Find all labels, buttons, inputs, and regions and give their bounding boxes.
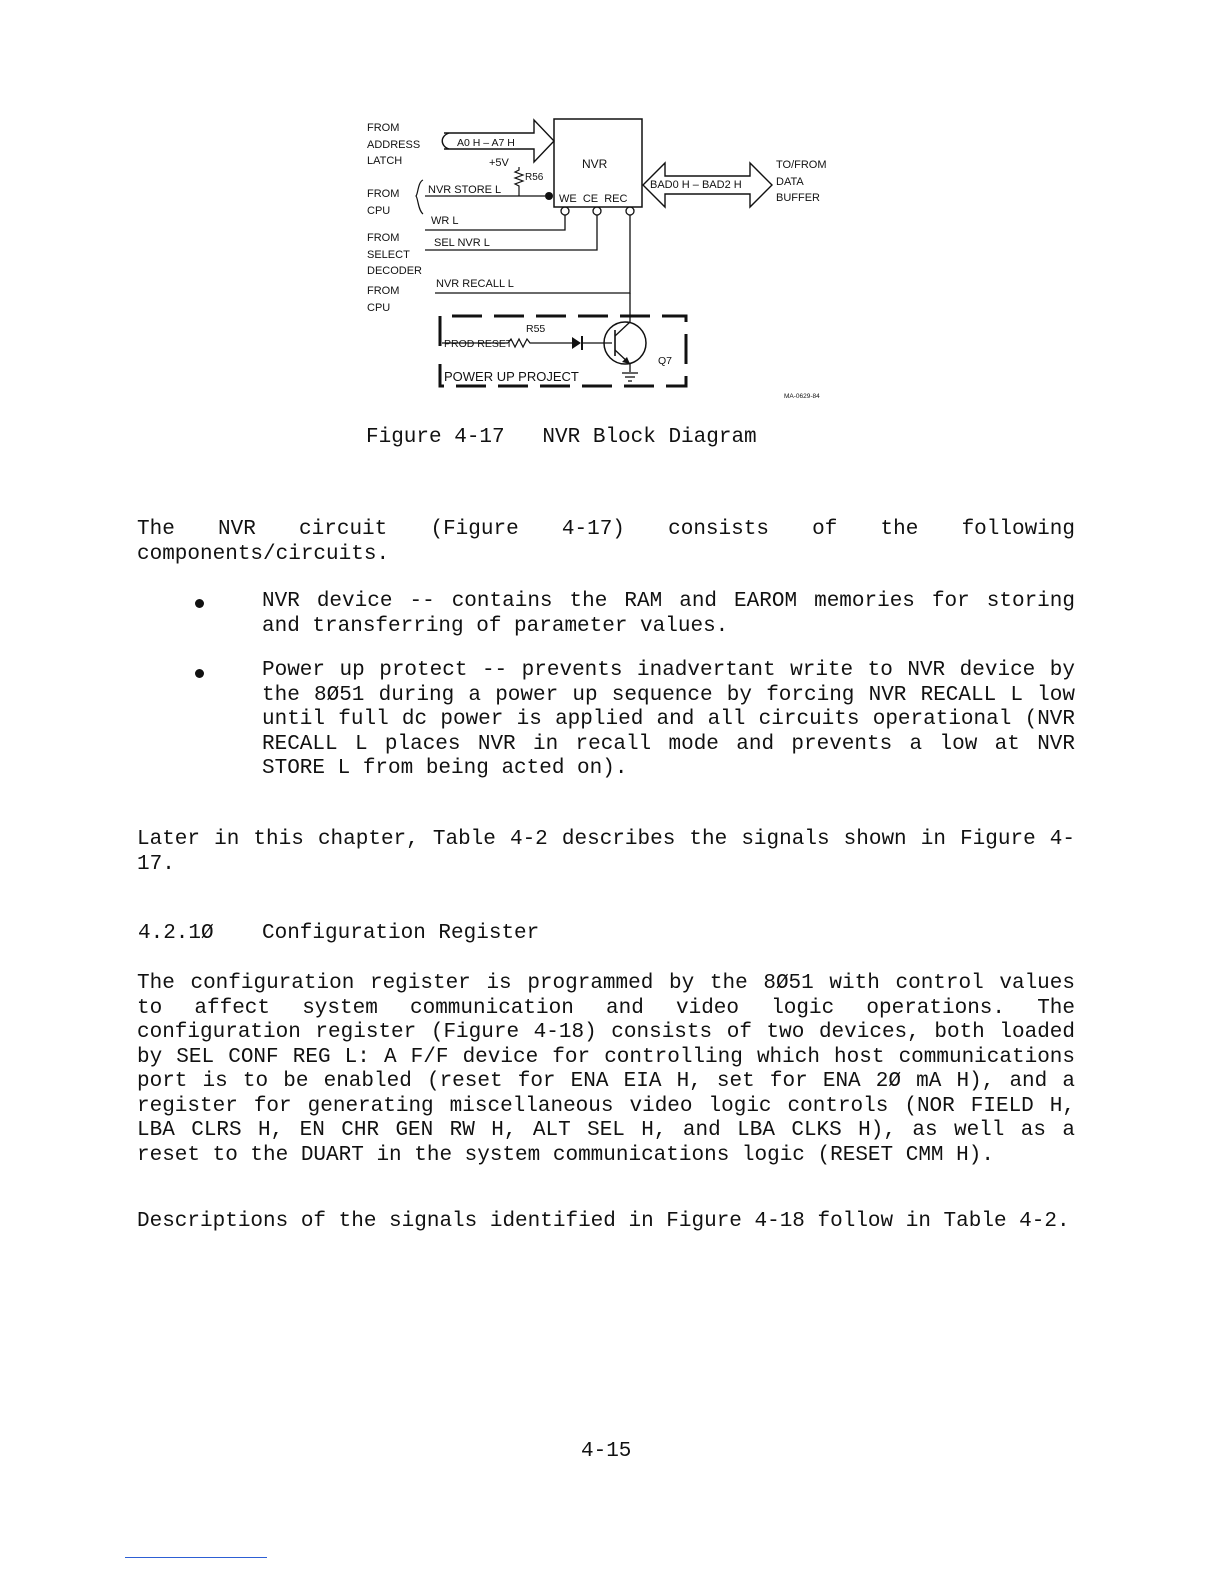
q7-label: Q7 bbox=[658, 355, 673, 367]
section-heading bbox=[138, 922, 539, 945]
ground-icon bbox=[622, 373, 638, 381]
bullet-item-power-up-protect: Power up protect -- prevents inadvertant write to NVR device by the 8Ø51 during a power up sequence by forcing NVR RECALL L low until full dc power is applied and all circuits operational (NVR RECALL L places NVR in recall mode and prevents a low at NVR STORE L from being acted on). bbox=[262, 659, 1075, 780]
r56-resistor bbox=[515, 167, 523, 196]
label-from-cpu-lower: FROM CPU bbox=[367, 285, 400, 314]
address-bus-label: A0 H – A7 H bbox=[457, 137, 515, 149]
nvr-pin-labels: WE CE REC bbox=[559, 193, 628, 205]
nvr-store-label: NVR STORE L bbox=[428, 184, 502, 196]
r55-label: R55 bbox=[526, 323, 546, 335]
power-up-project-label: POWER UP PROJECT bbox=[444, 369, 579, 384]
section-title: Configuration Register bbox=[262, 922, 540, 945]
we-inversion-bubble bbox=[545, 192, 553, 200]
later-paragraph: Later in this chapter, Table 4-2 describes the signals shown in Figure 4-17. bbox=[137, 828, 1075, 876]
nvr-recall-label: NVR RECALL L bbox=[436, 278, 514, 290]
data-bus-label: BAD0 H – BAD2 H bbox=[650, 179, 742, 191]
wr-pin-bubble bbox=[561, 207, 569, 215]
label-from-address-latch: FROM ADDRESS LATCH bbox=[367, 122, 421, 167]
bullet-marker bbox=[195, 669, 204, 678]
descriptions-paragraph: Descriptions of the signals identified in Figure 4-18 follow in Table 4-2. bbox=[137, 1210, 1070, 1233]
r55-resistor bbox=[508, 339, 572, 347]
label-to-from-data-buffer: TO/FROM DATA BUFFER bbox=[776, 159, 827, 204]
sel-nvr-label: SEL NVR L bbox=[434, 237, 490, 249]
config-register-paragraph: The configuration register is programmed by the 8Ø51 with control values to affect system communication and video logic operations. The configuration register (Figure 4-18) consists of two devices, both loaded by SEL CONF REG L: A F/F device for controlling which host communications port is to be enabled (reset for ENA EIA H, set for ENA 2Ø mA H), and a register for generating miscellaneous video logic controls (NOR FIELD H, LBA CLRS H, EN CHR GEN RW H, ALT SEL H, and LBA CLKS H), as well as a reset to the DUART in the system communications logic (RESET CMM H). bbox=[137, 972, 1075, 1167]
rec-pin-bubble bbox=[626, 207, 634, 215]
plus5v-label: +5V bbox=[489, 157, 509, 169]
wr-label: WR L bbox=[431, 215, 459, 227]
nvr-block-diagram bbox=[360, 110, 850, 410]
r56-label: R56 bbox=[525, 172, 544, 183]
nvr-device-label: NVR bbox=[582, 157, 608, 171]
label-from-cpu-upper: FROM CPU bbox=[367, 188, 400, 217]
page-number: 4-15 bbox=[581, 1440, 632, 1463]
diode-symbol bbox=[572, 337, 581, 349]
footnote-rule bbox=[125, 1557, 267, 1558]
ce-pin-bubble bbox=[593, 207, 601, 215]
drawing-reference: MA-0629-84 bbox=[784, 393, 820, 400]
from-cpu-brace bbox=[416, 180, 423, 214]
label-from-select-decoder: FROM SELECT DECODER bbox=[367, 232, 423, 277]
bullet-item-nvr-device: NVR device -- contains the RAM and EAROM memories for storing and transferring of parameter values. bbox=[262, 590, 1075, 638]
intro-paragraph: The NVR circuit (Figure 4-17) consists of the following components/circuits. bbox=[137, 518, 1075, 566]
figure-caption: Figure 4-17 NVR Block Diagram bbox=[366, 426, 757, 449]
section-number: 4.2.1Ø bbox=[138, 922, 214, 945]
bullet-marker bbox=[195, 599, 204, 608]
prod-reset-label: PROD RESET bbox=[444, 338, 513, 350]
